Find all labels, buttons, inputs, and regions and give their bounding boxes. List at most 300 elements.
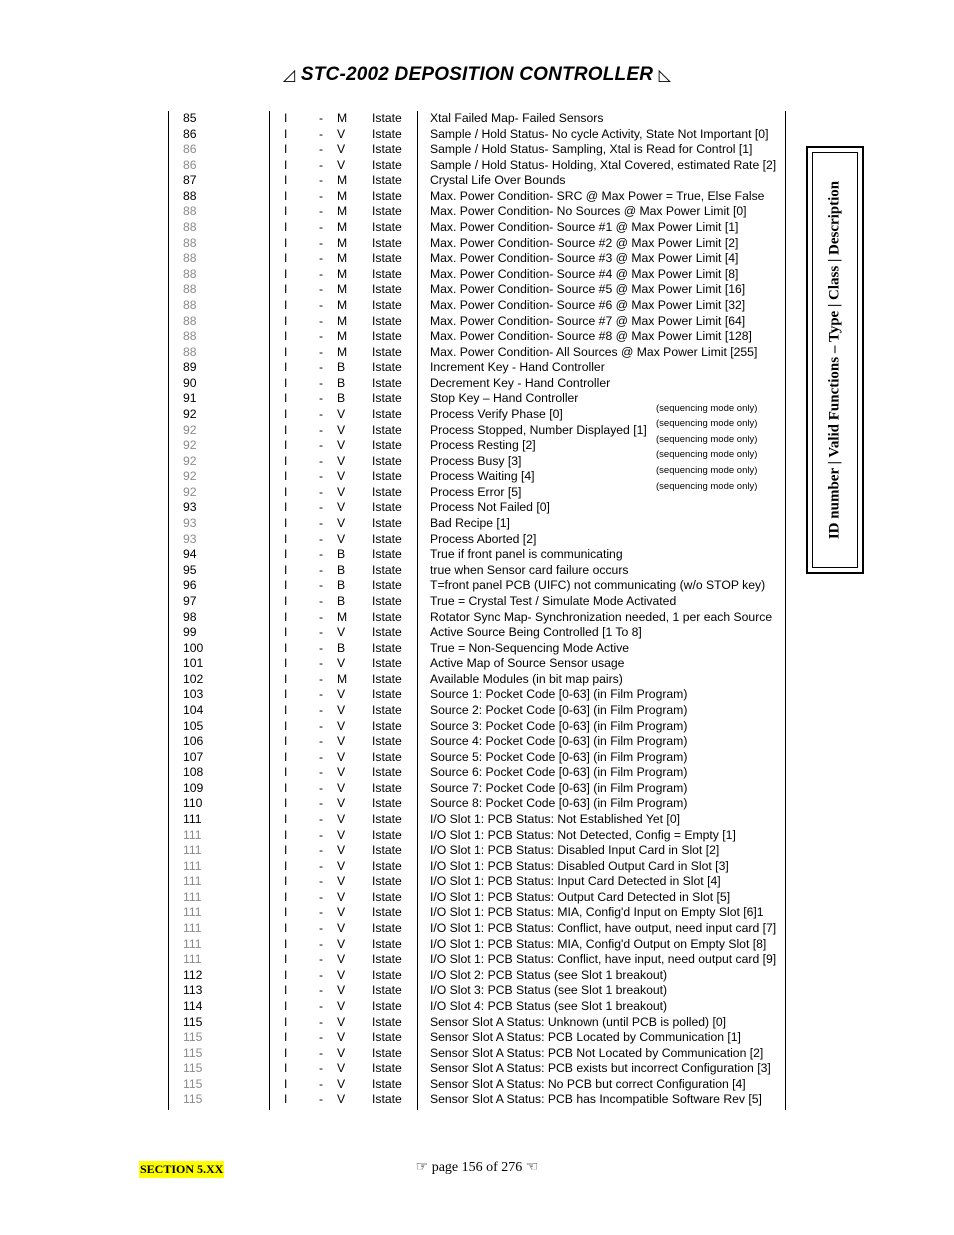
description-cell: Active Map of Source Sensor usage: [430, 656, 625, 671]
valid-function-cell: I: [284, 251, 288, 266]
valid-function-cell: I: [284, 142, 288, 157]
class-cell: Istate: [372, 531, 402, 546]
id-cell: 88: [183, 188, 197, 203]
class-cell: Istate: [372, 329, 402, 344]
valid-function-cell: I: [284, 484, 288, 499]
description-cell: Max. Power Condition- All Sources @ Max Power Limit [255]: [430, 344, 758, 359]
table-row: [168, 236, 788, 252]
separator-cell: -: [319, 188, 324, 203]
id-cell: 104: [183, 702, 204, 717]
separator-cell: -: [319, 625, 324, 640]
id-cell: 97: [183, 593, 197, 608]
separator-cell: -: [319, 780, 324, 795]
id-cell: 92: [183, 484, 197, 499]
sequencing-note: (sequencing mode only): [656, 465, 758, 476]
class-cell: Istate: [372, 173, 402, 188]
valid-function-cell: I: [284, 889, 288, 904]
id-cell: 111: [183, 874, 202, 889]
valid-function-cell: I: [284, 282, 288, 297]
separator-cell: -: [319, 718, 324, 733]
separator-cell: -: [319, 220, 324, 235]
description-cell: Sample / Hold Status- Sampling, Xtal is Read for Control [1]: [430, 142, 753, 157]
type-cell: V: [337, 126, 346, 141]
type-cell: V: [337, 796, 346, 811]
description-cell: I/O Slot 2: PCB Status (see Slot 1 breakout): [430, 967, 668, 982]
id-cell: 93: [183, 516, 197, 531]
separator-cell: -: [319, 640, 324, 655]
valid-function-cell: I: [284, 375, 288, 390]
class-cell: Istate: [372, 889, 402, 904]
class-cell: Istate: [372, 282, 402, 297]
valid-function-cell: I: [284, 1014, 288, 1029]
separator-cell: -: [319, 360, 324, 375]
type-cell: M: [337, 282, 348, 297]
description-cell: Process Not Failed [0]: [430, 500, 550, 515]
id-cell: 93: [183, 500, 197, 515]
separator-cell: -: [319, 547, 324, 562]
class-cell: Istate: [372, 796, 402, 811]
class-cell: Istate: [372, 687, 402, 702]
table-row: [168, 937, 788, 953]
description-cell: Sensor Slot A Status: Unknown (until PCB is polled) [0]: [430, 1014, 727, 1029]
type-cell: V: [337, 967, 346, 982]
description-cell: Max. Power Condition- Source #3 @ Max Power Limit [4]: [430, 251, 739, 266]
valid-function-cell: I: [284, 983, 288, 998]
valid-function-cell: I: [284, 640, 288, 655]
table-row: [168, 111, 788, 127]
id-cell: 88: [183, 344, 197, 359]
valid-function-cell: I: [284, 329, 288, 344]
description-cell: Process Verify Phase [0]: [430, 406, 563, 421]
id-cell: 115: [183, 1076, 203, 1091]
id-cell: 96: [183, 578, 197, 593]
table-row: [168, 687, 788, 703]
type-cell: V: [337, 921, 346, 936]
id-cell: 92: [183, 406, 197, 421]
type-cell: V: [337, 734, 346, 749]
valid-function-cell: I: [284, 516, 288, 531]
separator-cell: -: [319, 266, 324, 281]
valid-function-cell: I: [284, 220, 288, 235]
type-cell: V: [337, 936, 346, 951]
description-cell: Process Resting [2]: [430, 438, 536, 453]
class-cell: Istate: [372, 360, 402, 375]
separator-cell: -: [319, 734, 324, 749]
valid-function-cell: I: [284, 998, 288, 1013]
id-cell: 85: [183, 111, 197, 125]
separator-cell: -: [319, 1045, 324, 1060]
id-cell: 111: [183, 889, 202, 904]
description-cell: Crystal Life Over Bounds: [430, 173, 566, 188]
description-cell: Sample / Hold Status- No cycle Activity, State Not Important [0]: [430, 126, 769, 141]
class-cell: Istate: [372, 516, 402, 531]
id-cell: 88: [183, 266, 197, 281]
id-cell: 94: [183, 547, 197, 562]
class-cell: Istate: [372, 391, 402, 406]
separator-cell: -: [319, 749, 324, 764]
table-row: [168, 719, 788, 735]
valid-function-cell: I: [284, 952, 288, 967]
table-row: [168, 329, 788, 345]
type-cell: V: [337, 812, 346, 827]
valid-function-cell: I: [284, 749, 288, 764]
table-row: [168, 267, 788, 283]
table-row: [168, 952, 788, 968]
separator-cell: -: [319, 1076, 324, 1091]
valid-function-cell: I: [284, 422, 288, 437]
id-cell: 91: [183, 391, 197, 406]
separator-cell: -: [319, 297, 324, 312]
class-cell: Istate: [372, 157, 402, 172]
table-row: [168, 999, 788, 1015]
description-cell: I/O Slot 1: PCB Status: MIA, Config'd Output on Empty Slot [8]: [430, 936, 767, 951]
description-cell: Rotator Sync Map- Synchronization needed, 1 per each Source: [430, 609, 773, 624]
class-cell: Istate: [372, 609, 402, 624]
right-ornament-icon: ◺: [658, 67, 672, 84]
separator-cell: -: [319, 843, 324, 858]
description-cell: Max. Power Condition- Source #7 @ Max Power Limit [64]: [430, 313, 746, 328]
type-cell: V: [337, 157, 346, 172]
id-cell: 108: [183, 765, 204, 780]
id-cell: 115: [183, 1092, 203, 1107]
type-cell: B: [337, 640, 346, 655]
valid-function-cell: I: [284, 780, 288, 795]
valid-function-cell: I: [284, 111, 288, 125]
table-row: [168, 204, 788, 220]
type-cell: B: [337, 391, 346, 406]
description-cell: Source 3: Pocket Code [0-63] (in Film Program): [430, 718, 688, 733]
table-row: [168, 672, 788, 688]
type-cell: V: [337, 843, 346, 858]
table-row: [168, 781, 788, 797]
class-cell: Istate: [372, 406, 402, 421]
table-row: [168, 874, 788, 890]
table-row: [168, 1015, 788, 1031]
table-row: [168, 734, 788, 750]
separator-cell: -: [319, 126, 324, 141]
type-cell: V: [337, 625, 346, 640]
description-cell: Active Source Being Controlled [1 To 8]: [430, 625, 642, 640]
class-cell: Istate: [372, 204, 402, 219]
id-cell: 87: [183, 173, 197, 188]
id-cell: 115: [183, 1045, 203, 1060]
separator-cell: -: [319, 484, 324, 499]
table-row: [168, 1077, 788, 1093]
type-cell: V: [337, 1045, 346, 1060]
type-cell: M: [337, 188, 348, 203]
separator-cell: -: [319, 998, 324, 1013]
page-number: [0, 1159, 954, 1176]
id-cell: 92: [183, 469, 197, 484]
id-cell: 103: [183, 687, 204, 702]
id-cell: 86: [183, 142, 197, 157]
separator-cell: -: [319, 812, 324, 827]
class-cell: Istate: [372, 266, 402, 281]
class-cell: Istate: [372, 500, 402, 515]
type-cell: V: [337, 889, 346, 904]
class-cell: Istate: [372, 547, 402, 562]
type-cell: M: [337, 671, 348, 686]
type-cell: V: [337, 827, 346, 842]
id-cell: 112: [183, 967, 203, 982]
table-row: [168, 905, 788, 921]
type-cell: V: [337, 702, 346, 717]
valid-function-cell: I: [284, 874, 288, 889]
column-legend-box: [806, 146, 864, 574]
table-row: [168, 345, 788, 361]
separator-cell: -: [319, 905, 324, 920]
table-row: [168, 594, 788, 610]
id-cell: 111: [183, 858, 202, 873]
description-cell: Available Modules (in bit map pairs): [430, 671, 623, 686]
valid-function-cell: I: [284, 235, 288, 250]
document-header: [0, 64, 954, 86]
type-cell: V: [337, 718, 346, 733]
separator-cell: -: [319, 593, 324, 608]
valid-function-cell: I: [284, 905, 288, 920]
description-cell: Process Error [5]: [430, 484, 522, 499]
type-cell: V: [337, 1092, 346, 1107]
valid-function-cell: I: [284, 391, 288, 406]
table-row: [168, 1092, 788, 1108]
valid-function-cell: I: [284, 204, 288, 219]
class-cell: Istate: [372, 749, 402, 764]
id-cell: 89: [183, 360, 197, 375]
valid-function-cell: I: [284, 578, 288, 593]
valid-function-cell: I: [284, 796, 288, 811]
id-cell: 102: [183, 671, 204, 686]
id-cell: 88: [183, 329, 197, 344]
table-row: [168, 765, 788, 781]
table-row: [168, 251, 788, 267]
type-cell: V: [337, 531, 346, 546]
separator-cell: -: [319, 500, 324, 515]
description-cell: I/O Slot 1: PCB Status: Conflict, have output, need input card [7]: [430, 921, 777, 936]
description-cell: Stop Key – Hand Controller: [430, 391, 579, 406]
type-cell: M: [337, 251, 348, 266]
valid-function-cell: I: [284, 1076, 288, 1091]
description-cell: I/O Slot 1: PCB Status: Conflict, have input, need output card [9]: [430, 952, 777, 967]
id-cell: 111: [183, 921, 202, 936]
separator-cell: -: [319, 282, 324, 297]
valid-function-cell: I: [284, 406, 288, 421]
separator-cell: -: [319, 889, 324, 904]
document-title: STC-2002 DEPOSITION CONTROLLER: [300, 64, 654, 85]
class-cell: Istate: [372, 111, 402, 125]
type-cell: M: [337, 204, 348, 219]
valid-function-cell: I: [284, 1092, 288, 1107]
type-cell: V: [337, 780, 346, 795]
id-cell: 86: [183, 126, 197, 141]
description-cell: Source 2: Pocket Code [0-63] (in Film Program): [430, 702, 688, 717]
table-row: [168, 656, 788, 672]
type-cell: V: [337, 858, 346, 873]
id-cell: 92: [183, 422, 197, 437]
id-cell: 95: [183, 562, 197, 577]
separator-cell: -: [319, 344, 324, 359]
table-row: [168, 750, 788, 766]
class-cell: Istate: [372, 671, 402, 686]
class-cell: Istate: [372, 983, 402, 998]
type-cell: V: [337, 749, 346, 764]
type-cell: V: [337, 952, 346, 967]
separator-cell: -: [319, 531, 324, 546]
type-cell: M: [337, 329, 348, 344]
class-cell: Istate: [372, 656, 402, 671]
table-row: [168, 158, 788, 174]
description-cell: T=front panel PCB (UIFC) not communicating (w/o STOP key): [430, 578, 766, 593]
table-row: [168, 532, 788, 548]
id-cell: 93: [183, 531, 197, 546]
valid-function-cell: I: [284, 718, 288, 733]
table-row: [168, 360, 788, 376]
table-row: [168, 812, 788, 828]
type-cell: V: [337, 1030, 346, 1045]
valid-function-cell: I: [284, 843, 288, 858]
description-cell: Source 5: Pocket Code [0-63] (in Film Program): [430, 749, 688, 764]
class-cell: Istate: [372, 780, 402, 795]
valid-function-cell: I: [284, 360, 288, 375]
description-cell: Sensor Slot A Status: PCB has Incompatible Software Rev [5]: [430, 1092, 762, 1107]
separator-cell: -: [319, 173, 324, 188]
left-ornament-icon: ◿: [282, 67, 296, 84]
class-cell: Istate: [372, 718, 402, 733]
type-cell: M: [337, 266, 348, 281]
type-cell: M: [337, 344, 348, 359]
class-cell: Istate: [372, 921, 402, 936]
id-cell: 105: [183, 718, 204, 733]
id-cell: 106: [183, 734, 204, 749]
valid-function-cell: I: [284, 967, 288, 982]
valid-function-cell: I: [284, 593, 288, 608]
type-cell: V: [337, 687, 346, 702]
class-cell: Istate: [372, 578, 402, 593]
valid-function-cell: I: [284, 609, 288, 624]
valid-function-cell: I: [284, 173, 288, 188]
sequencing-note: (sequencing mode only): [656, 449, 758, 460]
table-row: [168, 890, 788, 906]
type-cell: M: [337, 235, 348, 250]
table-row: [168, 376, 788, 392]
type-cell: V: [337, 500, 346, 515]
table-row: [168, 500, 788, 516]
pointing-left-hand-icon: ☜: [525, 1160, 539, 1175]
type-cell: V: [337, 765, 346, 780]
valid-function-cell: I: [284, 827, 288, 842]
separator-cell: -: [319, 1030, 324, 1045]
description-cell: Xtal Failed Map- Failed Sensors: [430, 111, 604, 125]
class-cell: Istate: [372, 843, 402, 858]
separator-cell: -: [319, 438, 324, 453]
separator-cell: -: [319, 609, 324, 624]
id-cell: 113: [183, 983, 203, 998]
valid-function-cell: I: [284, 671, 288, 686]
description-cell: Max. Power Condition- Source #5 @ Max Power Limit [16]: [430, 282, 746, 297]
valid-function-cell: I: [284, 1061, 288, 1076]
class-cell: Istate: [372, 593, 402, 608]
valid-function-cell: I: [284, 547, 288, 562]
separator-cell: -: [319, 235, 324, 250]
separator-cell: -: [319, 329, 324, 344]
type-cell: M: [337, 313, 348, 328]
description-cell: Max. Power Condition- Source #1 @ Max Power Limit [1]: [430, 220, 739, 235]
separator-cell: -: [319, 765, 324, 780]
type-cell: B: [337, 547, 346, 562]
class-cell: Istate: [372, 562, 402, 577]
description-cell: Sample / Hold Status- Holding, Xtal Covered, estimated Rate [2]: [430, 157, 777, 172]
type-cell: B: [337, 375, 346, 390]
class-cell: Istate: [372, 1014, 402, 1029]
table-row: [168, 625, 788, 641]
type-cell: V: [337, 983, 346, 998]
separator-cell: -: [319, 516, 324, 531]
separator-cell: -: [319, 1061, 324, 1076]
class-cell: Istate: [372, 936, 402, 951]
description-cell: Sensor Slot A Status: PCB Located by Communication [1]: [430, 1030, 741, 1045]
id-cell: 88: [183, 297, 197, 312]
table-row: [168, 1030, 788, 1046]
table-row: [168, 563, 788, 579]
class-cell: Istate: [372, 702, 402, 717]
separator-cell: -: [319, 204, 324, 219]
id-cell: 100: [183, 640, 204, 655]
id-cell: 111: [183, 936, 202, 951]
separator-cell: -: [319, 391, 324, 406]
description-cell: I/O Slot 1: PCB Status: Disabled Input Card in Slot [2]: [430, 843, 720, 858]
description-cell: Max. Power Condition- Source #6 @ Max Power Limit [32]: [430, 297, 746, 312]
type-cell: M: [337, 220, 348, 235]
description-cell: Max. Power Condition- Source #2 @ Max Power Limit [2]: [430, 235, 739, 250]
separator-cell: -: [319, 111, 324, 125]
section-badge: SECTION 5.XX: [140, 1162, 224, 1176]
class-cell: Istate: [372, 1061, 402, 1076]
type-cell: V: [337, 1061, 346, 1076]
class-cell: Istate: [372, 1030, 402, 1045]
id-cell: 115: [183, 1061, 203, 1076]
type-cell: V: [337, 905, 346, 920]
description-cell: Process Stopped, Number Displayed [1]: [430, 422, 647, 437]
valid-function-cell: I: [284, 313, 288, 328]
class-cell: Istate: [372, 625, 402, 640]
valid-function-cell: I: [284, 500, 288, 515]
class-cell: Istate: [372, 874, 402, 889]
class-cell: Istate: [372, 453, 402, 468]
id-cell: 88: [183, 220, 197, 235]
table-row: [168, 843, 788, 859]
separator-cell: -: [319, 142, 324, 157]
description-cell: I/O Slot 4: PCB Status (see Slot 1 breakout): [430, 998, 668, 1013]
description-cell: True if front panel is communicating: [430, 547, 623, 562]
class-cell: Istate: [372, 251, 402, 266]
valid-function-cell: I: [284, 858, 288, 873]
separator-cell: -: [319, 157, 324, 172]
id-cell: 86: [183, 157, 197, 172]
description-cell: Source 6: Pocket Code [0-63] (in Film Program): [430, 765, 688, 780]
id-cell: 111: [183, 905, 202, 920]
description-cell: I/O Slot 1: PCB Status: Not Established Yet [0]: [430, 812, 680, 827]
table-row: [168, 1046, 788, 1062]
valid-function-cell: I: [284, 438, 288, 453]
sequencing-note: (sequencing mode only): [656, 434, 758, 445]
id-cell: 115: [183, 1030, 203, 1045]
type-cell: V: [337, 406, 346, 421]
class-cell: Istate: [372, 967, 402, 982]
class-cell: Istate: [372, 126, 402, 141]
separator-cell: -: [319, 656, 324, 671]
sequencing-note: (sequencing mode only): [656, 418, 758, 429]
description-cell: Decrement Key - Hand Controller: [430, 375, 611, 390]
table-row: [168, 298, 788, 314]
